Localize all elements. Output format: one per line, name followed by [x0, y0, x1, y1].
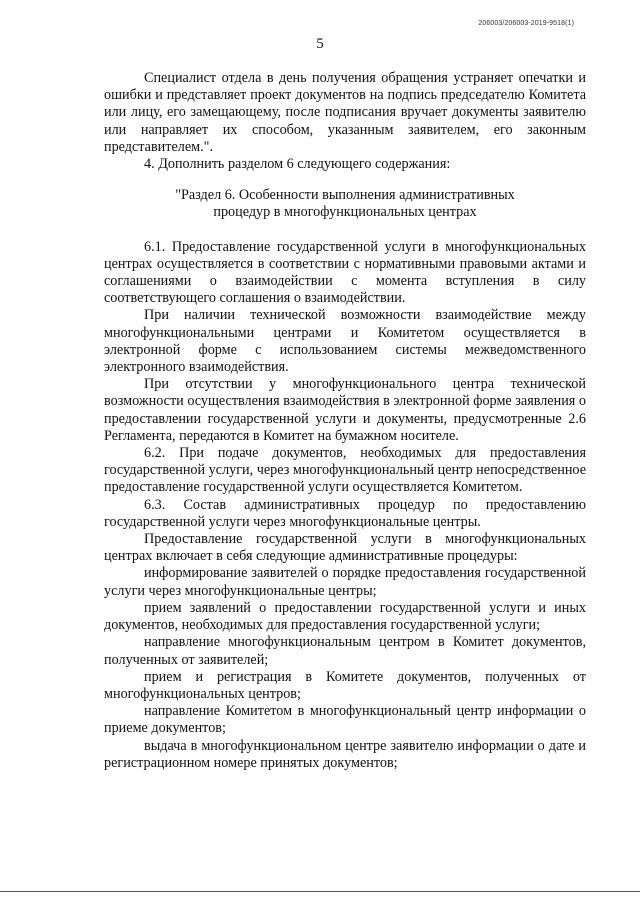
section-title: "Раздел 6. Особенности выполнения административных процедур в многофункциональных центрах	[175, 187, 515, 221]
page-number: 5	[316, 36, 324, 52]
paragraph-6-2: 6.2. При подаче документов, необходимых для предоставления государственной услуги, через многофункциональный центр непосредственное предоставление государственной услуги осуществляется Комитетом.	[104, 445, 586, 496]
list-item-informing: информирование заявителей о порядке предоставления государственной услуги через многофункциональные центры;	[104, 565, 586, 599]
spacer	[104, 222, 586, 239]
list-item-notification: направление Комитетом в многофункциональный центр информации о приеме документов;	[104, 703, 586, 737]
list-item-reception: прием заявлений о предоставлении государственной услуги и иных документов, необходимых для предоставления государственной услуги;	[104, 599, 586, 634]
paragraph-electronic: При наличии технической возможности взаимодействие между многофункциональными центрами и Комитетом осуществляется в электронной форме с использованием системы межведомственного электронного взаимодействия.	[104, 307, 586, 376]
page-bottom-edge	[0, 891, 640, 892]
list-item-forwarding: направление многофункциональным центром в Комитет документов, полученных от заявителей;	[104, 634, 586, 668]
paragraph-paper: При отсутствии у многофункционального центра технической возможности осуществления взаимодействия в электронной форме заявления о предоставлении государственной услуги и документы, предусмотренные 2.6 Регламента, передаются в Комитет на бумажном носителе.	[104, 376, 586, 444]
paragraph-6-3: 6.3. Состав административных процедур по предоставлению государственной услуги через многофункциональные центры.	[104, 496, 586, 530]
paragraph-amendment: 4. Дополнить разделом 6 следующего содержания:	[144, 156, 451, 173]
list-item-registration: прием и регистрация в Комитете документов, полученных от многофункциональных центров;	[104, 668, 586, 702]
paragraph-procedures-intro: Предоставление государственной услуги в многофункциональных центрах включает в себя следующие административные процедуры:	[104, 531, 586, 565]
document-id: 206003/206003-2019-9518(1)	[478, 20, 574, 27]
paragraph-6-1: 6.1. Предоставление государственной услуги в многофункциональных центрах осуществляется в соответствии с нормативными правовыми актами и соглашениями о взаимодействии с момента вступления в силу соответствующего соглашения о взаимодействии.	[104, 238, 586, 307]
list-item-issuance: выдача в многофункциональном центре заявителю информации о дате и регистрационном номере принятых документов;	[104, 737, 586, 771]
document-body	[104, 70, 586, 772]
paragraph-closing-clause: Специалист отдела в день получения обращения устраняет опечатки и ошибки и представляет проект документов на подпись председателю Комитета или лицу, его замещающему, после подписания вручает документы заявителю или направляет их способом, указанным заявителем, его законным представителем.".	[104, 70, 586, 155]
